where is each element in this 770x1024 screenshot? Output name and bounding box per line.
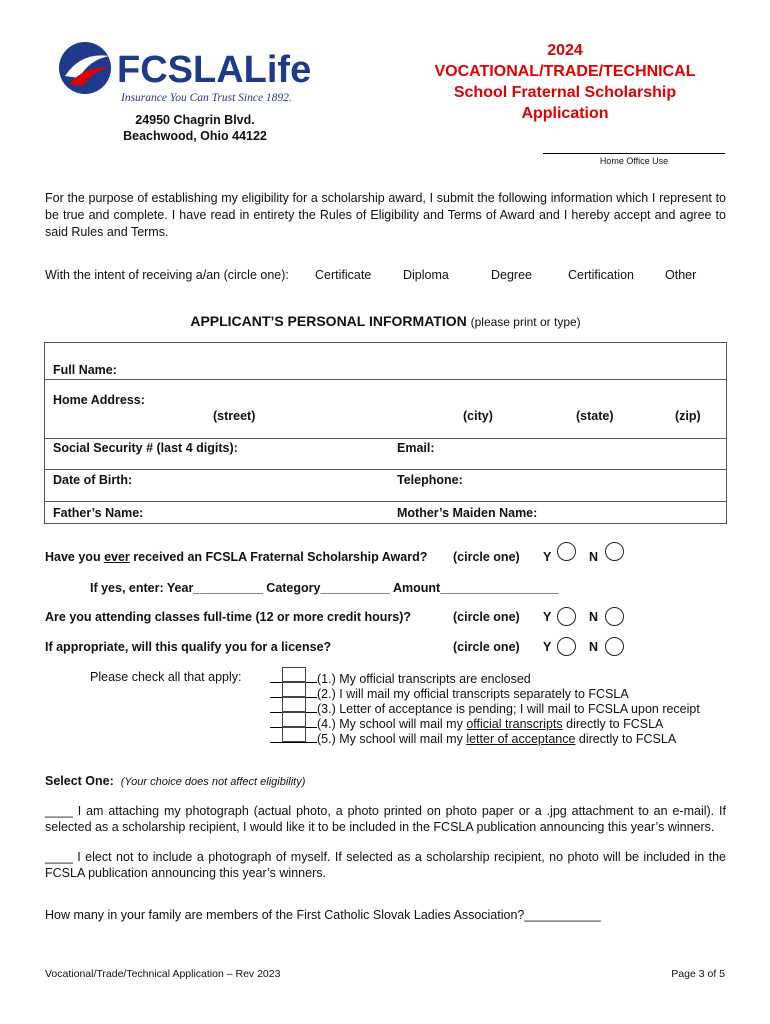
title-application: Application: [521, 105, 609, 122]
section-note: (please print or type): [470, 315, 581, 329]
prior-award-details[interactable]: If yes, enter: Year__________ Category__________ Amount_________________: [90, 581, 559, 595]
checklist-item[interactable]: (3.) Letter of acceptance is pending; I will mail to FCSLA upon receipt: [270, 700, 700, 716]
yes-label: Y: [543, 550, 552, 564]
intent-option-degree[interactable]: Degree: [491, 268, 532, 282]
home-address-label: Home Address:: [53, 393, 145, 407]
checklist-item[interactable]: (4.) My school will mail my official transcripts directly to FCSLA: [270, 715, 663, 731]
state-label: (state): [576, 409, 614, 423]
checklist-label: Please check all that apply:: [90, 670, 242, 684]
zip-label: (zip): [675, 409, 701, 423]
circle-one-hint: (circle one): [453, 550, 520, 564]
no-label: N: [589, 610, 599, 624]
yes-label: Y: [543, 610, 552, 624]
yes-circle[interactable]: [557, 637, 576, 656]
section-heading: [45, 313, 726, 329]
select-one-heading: Select One: (Your choice does not affect eligibility): [45, 774, 306, 788]
intent-label: With the intent of receiving a/an (circle one):: [45, 268, 289, 282]
yes-circle[interactable]: [557, 542, 576, 561]
no-circle[interactable]: [605, 542, 624, 561]
mother-maiden-name-label: Mother’s Maiden Name:: [397, 506, 538, 520]
circle-one-hint: (circle one): [453, 640, 520, 654]
dob-label: Date of Birth:: [53, 473, 133, 487]
title-year: 2024: [547, 42, 583, 59]
fcsla-logo: [55, 38, 355, 108]
address-line1: 24950 Chagrin Blvd.: [135, 113, 255, 127]
telephone-label: Telephone:: [397, 473, 463, 487]
checkbox[interactable]: [270, 730, 317, 743]
intent-option-other[interactable]: Other: [665, 268, 697, 282]
checklist-item[interactable]: (5.) My school will mail my letter of acceptance directly to FCSLA: [270, 730, 676, 746]
title-type: VOCATIONAL/TRADE/TECHNICAL: [434, 63, 696, 80]
form-title: [410, 40, 720, 124]
family-members-question[interactable]: How many in your family are members of the First Catholic Slovak Ladies Association?___________: [45, 908, 601, 922]
footer-page-number: Page 3 of 5: [671, 968, 725, 980]
home-office-use-field[interactable]: [543, 153, 725, 154]
father-name-label: Father’s Name:: [53, 506, 144, 520]
photo-include-option[interactable]: ____ I am attaching my photograph (actual photo, a photo printed on photo paper or a .jpg attachment to an e-mail). If selected as a scholarship recipient, I would like it to be included in the FCSLA publication announcing this year’s winners.: [45, 804, 726, 834]
intro-statement: For the purpose of establishing my eligibility for a scholarship award, I submit the following information which I represent to be true and complete. I have read in entirety the Rules of Eligibility and Terms of Award and I hereby accept and agree to said Rules and Terms.: [45, 191, 726, 239]
home-office-address: [95, 112, 295, 144]
address-line2: Beachwood, Ohio 44122: [123, 129, 267, 143]
photo-exclude-option[interactable]: ____ I elect not to include a photograph of myself. If selected as a scholarship recipient, no photo will be included in the FCSLA publication announcing this year’s winners.: [45, 850, 726, 880]
checklist-item[interactable]: (2.) I will mail my official transcripts separately to FCSLA: [270, 685, 629, 701]
yes-circle[interactable]: [557, 607, 576, 626]
intent-option-diploma[interactable]: Diploma: [403, 268, 449, 282]
no-circle[interactable]: [605, 637, 624, 656]
home-office-use-label: Home Office Use: [599, 156, 669, 166]
footer-form-name: Vocational/Trade/Technical Application – Rev 2023: [45, 968, 281, 980]
yes-label: Y: [543, 640, 552, 654]
no-circle[interactable]: [605, 607, 624, 626]
ssn-label: Social Security # (last 4 digits):: [53, 441, 238, 455]
personal-info-box: [44, 342, 727, 524]
email-label: Email:: [397, 441, 435, 455]
street-label: (street): [213, 409, 256, 423]
prior-award-question: Have you ever received an FCSLA Fraternal Scholarship Award?: [45, 550, 428, 564]
full-time-question: Are you attending classes full-time (12 or more credit hours)?: [45, 610, 412, 624]
title-scholarship: School Fraternal Scholarship: [453, 84, 677, 101]
circle-one-hint: (circle one): [453, 610, 520, 624]
intent-option-certificate[interactable]: Certificate: [315, 268, 372, 282]
no-label: N: [589, 550, 599, 564]
logo-wordmark: FCSLALife: [117, 49, 312, 91]
checklist-item[interactable]: (1.) My official transcripts are enclosed: [270, 670, 531, 686]
section-title: APPLICANT’S PERSONAL INFORMATION: [190, 313, 467, 329]
city-label: (city): [463, 409, 493, 423]
license-question: If appropriate, will this qualify you for a license?: [45, 640, 332, 654]
no-label: N: [589, 640, 599, 654]
logo-tagline: Insurance You Can Trust Since 1892.: [121, 92, 292, 104]
intent-option-certification[interactable]: Certification: [568, 268, 634, 282]
full-name-label: Full Name:: [53, 363, 117, 377]
